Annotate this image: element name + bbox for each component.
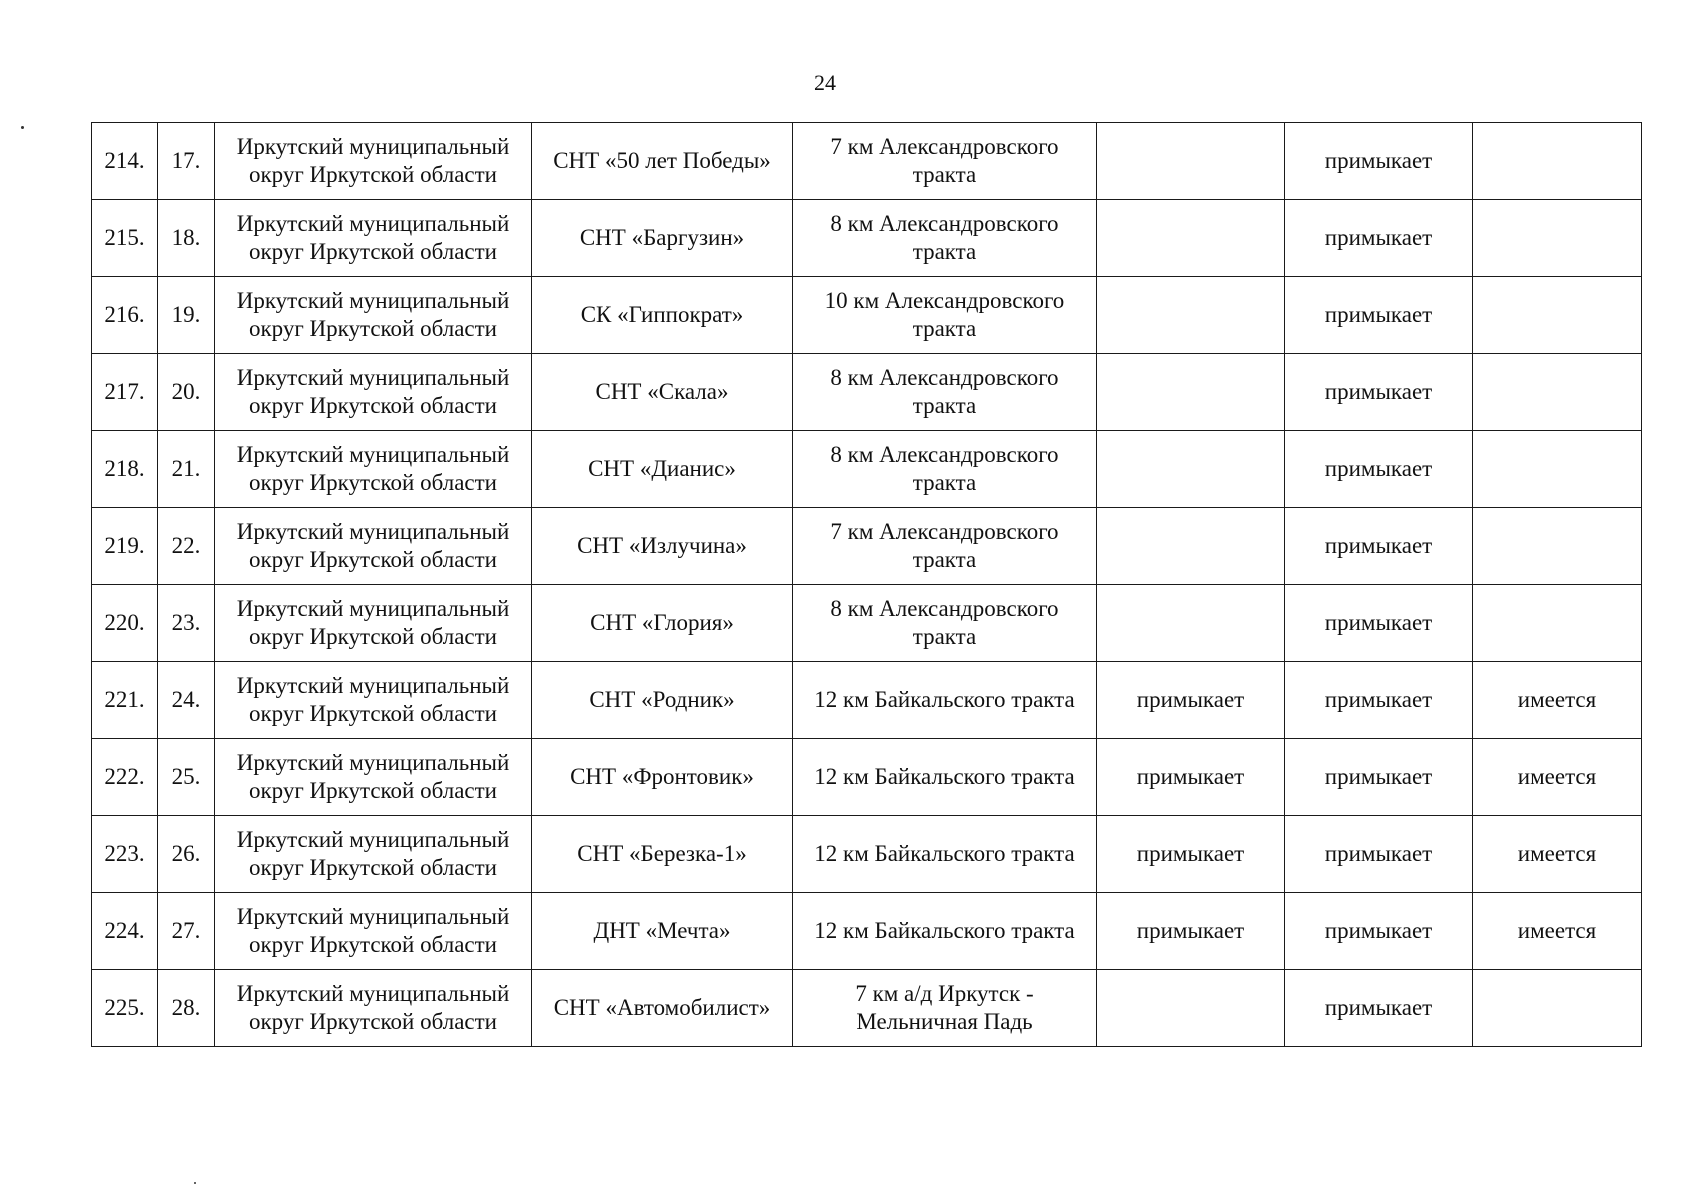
district-cell: Иркутский муниципальный округ Иркутской области xyxy=(215,662,532,739)
district-cell: Иркутский муниципальный округ Иркутской области xyxy=(215,508,532,585)
table-row xyxy=(92,431,1642,508)
table-row xyxy=(92,816,1642,893)
sub-number-cell: 27. xyxy=(158,893,215,970)
sub-number-cell: 18. xyxy=(158,200,215,277)
table-body xyxy=(92,123,1642,1047)
table-row xyxy=(92,200,1642,277)
adjacency-cell-1: примыкает xyxy=(1097,739,1285,816)
registry-table xyxy=(91,122,1642,1047)
scan-speck xyxy=(194,1182,196,1184)
row-number-cell: 216. xyxy=(92,277,158,354)
district-cell: Иркутский муниципальный округ Иркутской области xyxy=(215,277,532,354)
sub-number-cell: 17. xyxy=(158,123,215,200)
district-cell: Иркутский муниципальный округ Иркутской области xyxy=(215,585,532,662)
table-row xyxy=(92,354,1642,431)
row-number-cell: 221. xyxy=(92,662,158,739)
table-row xyxy=(92,277,1642,354)
location-cell: 8 км Александровского тракта xyxy=(793,431,1097,508)
availability-cell xyxy=(1473,585,1642,662)
row-number-cell: 214. xyxy=(92,123,158,200)
table-row xyxy=(92,123,1642,200)
adjacency-cell-2: примыкает xyxy=(1285,662,1473,739)
adjacency-cell-2: примыкает xyxy=(1285,431,1473,508)
adjacency-cell-2: примыкает xyxy=(1285,893,1473,970)
location-cell: 7 км Александровского тракта xyxy=(793,123,1097,200)
organization-name-cell: СНТ «Родник» xyxy=(532,662,793,739)
location-cell: 12 км Байкальского тракта xyxy=(793,662,1097,739)
row-number-cell: 220. xyxy=(92,585,158,662)
sub-number-cell: 28. xyxy=(158,970,215,1047)
adjacency-cell-2: примыкает xyxy=(1285,354,1473,431)
location-cell: 8 км Александровского тракта xyxy=(793,200,1097,277)
organization-name-cell: СК «Гиппократ» xyxy=(532,277,793,354)
location-cell: 12 км Байкальского тракта xyxy=(793,893,1097,970)
availability-cell xyxy=(1473,123,1642,200)
scan-speck xyxy=(21,126,24,129)
page-number: 24 xyxy=(814,70,836,95)
table-row xyxy=(92,970,1642,1047)
adjacency-cell-1 xyxy=(1097,200,1285,277)
availability-cell xyxy=(1473,508,1642,585)
sub-number-cell: 22. xyxy=(158,508,215,585)
table-row xyxy=(92,508,1642,585)
adjacency-cell-1 xyxy=(1097,354,1285,431)
organization-name-cell: СНТ «50 лет Победы» xyxy=(532,123,793,200)
availability-cell: имеется xyxy=(1473,739,1642,816)
availability-cell: имеется xyxy=(1473,816,1642,893)
sub-number-cell: 24. xyxy=(158,662,215,739)
adjacency-cell-1 xyxy=(1097,508,1285,585)
sub-number-cell: 21. xyxy=(158,431,215,508)
adjacency-cell-2: примыкает xyxy=(1285,200,1473,277)
location-cell: 7 км Александровского тракта xyxy=(793,508,1097,585)
location-cell: 10 км Александровского тракта xyxy=(793,277,1097,354)
adjacency-cell-1 xyxy=(1097,585,1285,662)
adjacency-cell-2: примыкает xyxy=(1285,277,1473,354)
district-cell: Иркутский муниципальный округ Иркутской области xyxy=(215,123,532,200)
sub-number-cell: 20. xyxy=(158,354,215,431)
location-cell: 7 км а/д Иркутск - Мельничная Падь xyxy=(793,970,1097,1047)
row-number-cell: 223. xyxy=(92,816,158,893)
district-cell: Иркутский муниципальный округ Иркутской области xyxy=(215,739,532,816)
adjacency-cell-1 xyxy=(1097,123,1285,200)
adjacency-cell-2: примыкает xyxy=(1285,123,1473,200)
organization-name-cell: СНТ «Дианис» xyxy=(532,431,793,508)
sub-number-cell: 25. xyxy=(158,739,215,816)
adjacency-cell-1: примыкает xyxy=(1097,662,1285,739)
adjacency-cell-1 xyxy=(1097,970,1285,1047)
district-cell: Иркутский муниципальный округ Иркутской области xyxy=(215,816,532,893)
adjacency-cell-1 xyxy=(1097,277,1285,354)
availability-cell xyxy=(1473,277,1642,354)
organization-name-cell: СНТ «Березка-1» xyxy=(532,816,793,893)
adjacency-cell-2: примыкает xyxy=(1285,970,1473,1047)
organization-name-cell: СНТ «Излучина» xyxy=(532,508,793,585)
organization-name-cell: СНТ «Глория» xyxy=(532,585,793,662)
district-cell: Иркутский муниципальный округ Иркутской области xyxy=(215,431,532,508)
table-row xyxy=(92,585,1642,662)
adjacency-cell-2: примыкает xyxy=(1285,739,1473,816)
organization-name-cell: ДНТ «Мечта» xyxy=(532,893,793,970)
table-row xyxy=(92,739,1642,816)
district-cell: Иркутский муниципальный округ Иркутской области xyxy=(215,354,532,431)
availability-cell xyxy=(1473,970,1642,1047)
row-number-cell: 224. xyxy=(92,893,158,970)
adjacency-cell-1: примыкает xyxy=(1097,893,1285,970)
table-row xyxy=(92,662,1642,739)
adjacency-cell-2: примыкает xyxy=(1285,585,1473,662)
availability-cell xyxy=(1473,354,1642,431)
row-number-cell: 225. xyxy=(92,970,158,1047)
sub-number-cell: 19. xyxy=(158,277,215,354)
table-row xyxy=(92,893,1642,970)
adjacency-cell-2: примыкает xyxy=(1285,508,1473,585)
row-number-cell: 219. xyxy=(92,508,158,585)
organization-name-cell: СНТ «Автомобилист» xyxy=(532,970,793,1047)
organization-name-cell: СНТ «Баргузин» xyxy=(532,200,793,277)
row-number-cell: 218. xyxy=(92,431,158,508)
sub-number-cell: 23. xyxy=(158,585,215,662)
district-cell: Иркутский муниципальный округ Иркутской области xyxy=(215,200,532,277)
sub-number-cell: 26. xyxy=(158,816,215,893)
row-number-cell: 222. xyxy=(92,739,158,816)
availability-cell xyxy=(1473,200,1642,277)
adjacency-cell-1: примыкает xyxy=(1097,816,1285,893)
availability-cell xyxy=(1473,431,1642,508)
availability-cell: имеется xyxy=(1473,662,1642,739)
organization-name-cell: СНТ «Фронтовик» xyxy=(532,739,793,816)
adjacency-cell-1 xyxy=(1097,431,1285,508)
row-number-cell: 217. xyxy=(92,354,158,431)
location-cell: 8 км Александровского тракта xyxy=(793,354,1097,431)
location-cell: 12 км Байкальского тракта xyxy=(793,816,1097,893)
row-number-cell: 215. xyxy=(92,200,158,277)
district-cell: Иркутский муниципальный округ Иркутской области xyxy=(215,970,532,1047)
adjacency-cell-2: примыкает xyxy=(1285,816,1473,893)
availability-cell: имеется xyxy=(1473,893,1642,970)
organization-name-cell: СНТ «Скала» xyxy=(532,354,793,431)
location-cell: 12 км Байкальского тракта xyxy=(793,739,1097,816)
location-cell: 8 км Александровского тракта xyxy=(793,585,1097,662)
district-cell: Иркутский муниципальный округ Иркутской области xyxy=(215,893,532,970)
